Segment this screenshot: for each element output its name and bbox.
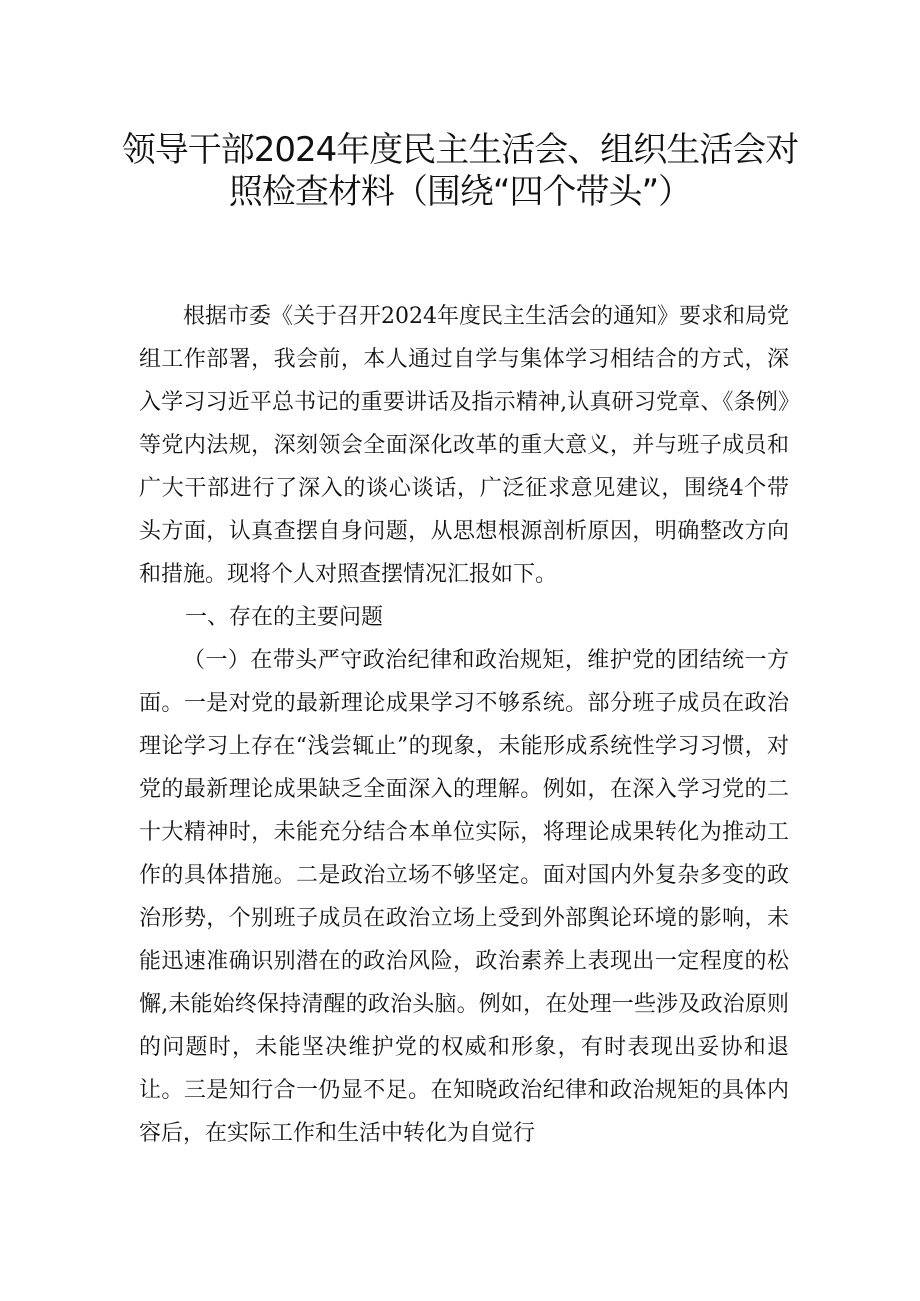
section-heading: 一、存在的主要问题 <box>185 605 384 630</box>
intro-paragraph: 根据市委《关于召开2024年度民主生活会的通知》要求和局党组工作部署，我会前，本人通过自学与集体学习相结合的方式，深入学习习近平总书记的重要讲话及指示精神,认真研习党章、《条例》等党内法规，深刻领会全面深化改革的重大意义，并与班子成员和广大干部进行了深入的谈心谈话，广泛征求意见建议，围绕4个带头方面，认真查摆自身问题，从思想根源剖析原因，明确整改方向和措施。现将个人对照查摆情况汇报如下。 <box>139 304 789 587</box>
section-paragraph: （一）在带头严守政治纪律和政治规矩，维护党的团结统一方面。一是对党的最新理论成果学习不够系统。部分班子成员在政治理论学习上存在“浅尝辄止”的现象，未能形成系统性学习习惯，对党的最新理论成果缺乏全面深入的理解。例如，在深入学习党的二十大精神时，未能充分结合本单位实际，将理论成果转化为推动工作的具体措施。二是政治立场不够坚定。面对国内外复杂多变的政治形势，个别班子成员在政治立场上受到外部舆论环境的影响，未能迅速准确识别潜在的政治风险，政治素养上表现出一定程度的松懈,未能始终保持清醒的政治头脑。例如，在处理一些涉及政治原则的问题时，未能坚决维护党的权威和形象，有时表现出妥协和退让。三是知行合一仍显不足。在知晓政治纪律和政治规矩的具体内容后，在实际工作和生活中转化为自觉行 <box>139 648 789 1146</box>
document-body <box>139 295 789 1155</box>
document-title-line-2: 照检查材料（围绕“四个带头”） <box>228 172 692 212</box>
document-title-line-1: 领导干部2024年度民主生活会、组织生活会对 <box>121 130 799 170</box>
